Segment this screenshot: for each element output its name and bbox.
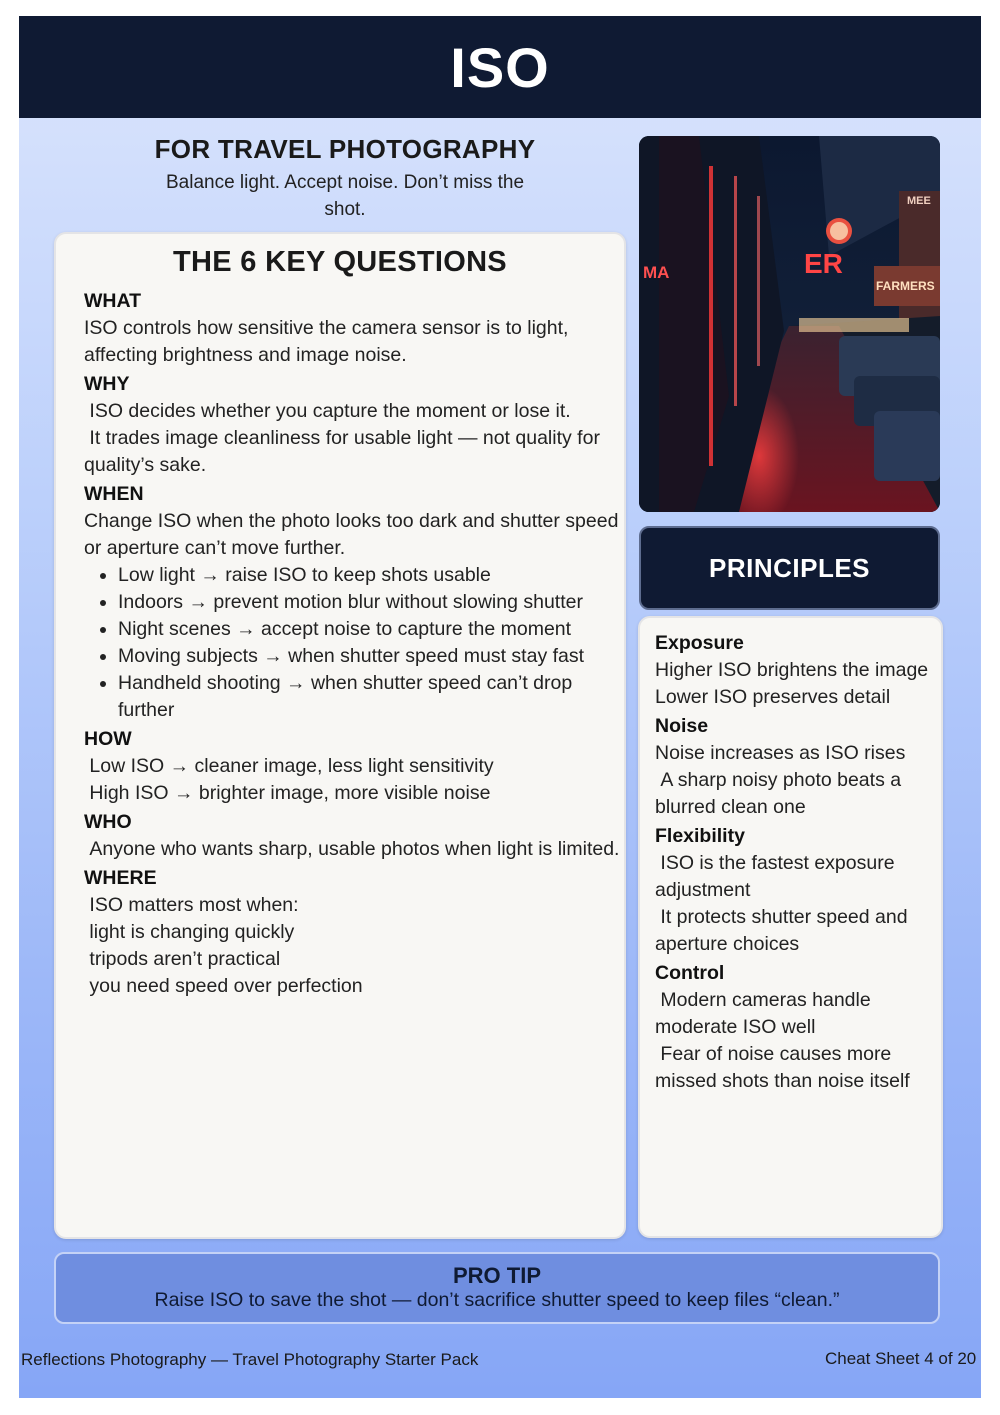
where-line: you need speed over perfection xyxy=(84,975,363,997)
key-questions-panel xyxy=(54,232,626,1239)
list-item: • Low light → raise ISO to keep shots usable xyxy=(118,562,624,589)
list-item: • Night scenes → accept noise to capture the moment xyxy=(118,616,624,643)
how-heading: HOW xyxy=(84,728,132,750)
principle-line: A sharp noisy photo beats a blurred clean one xyxy=(655,769,907,818)
key-questions-body xyxy=(84,286,624,1000)
list-item: • Indoors → prevent motion blur without slowing shutter xyxy=(118,589,624,616)
why-line: ISO decides whether you capture the moment or lose it. xyxy=(84,400,571,422)
principle-line: Noise increases as ISO rises xyxy=(655,742,906,764)
night-street-photo xyxy=(639,136,940,512)
pro-tip-text: Raise ISO to save the shot — don’t sacrifice shutter speed to keep files “clean.” xyxy=(154,1289,840,1311)
subheading-block xyxy=(59,134,631,223)
principles-header xyxy=(639,526,940,610)
principle-line: Higher ISO brightens the image xyxy=(655,659,929,681)
where-line: ISO matters most when: xyxy=(84,894,299,916)
principle-line: Fear of noise causes more missed shots than noise itself xyxy=(655,1043,910,1092)
principle-line: It protects shutter speed and aperture choices xyxy=(655,906,913,955)
night-street-illustration xyxy=(639,136,940,512)
how-line: High ISO → brighter image, more visible noise xyxy=(84,782,491,804)
where-heading: WHERE xyxy=(84,867,157,889)
principles-panel xyxy=(638,616,943,1238)
neon-sign-left: MA xyxy=(643,263,670,282)
who-heading: WHO xyxy=(84,811,132,833)
where-line: tripods aren’t practical xyxy=(84,948,281,970)
how-line: Low ISO → cleaner image, less light sensitivity xyxy=(84,755,494,777)
principle-heading: Noise xyxy=(655,715,709,737)
when-text: Change ISO when the photo looks too dark and shutter speed or aperture can’t move further. xyxy=(84,510,619,559)
footer-page-count: Cheat Sheet 4 of 20 xyxy=(825,1349,977,1368)
principles-body xyxy=(655,628,935,1095)
footer-brand: Reflections Photography — Travel Photography Starter Pack xyxy=(21,1350,479,1369)
pro-tip-title: PRO TIP xyxy=(452,1263,541,1288)
cheat-sheet-page xyxy=(19,16,981,1398)
principle-line: Lower ISO preserves detail xyxy=(655,686,891,708)
what-heading: WHAT xyxy=(84,290,142,312)
principles-title: PRINCIPLES xyxy=(708,552,871,583)
list-item: • Handheld shooting → when shutter speed can’t drop further xyxy=(118,670,624,724)
subheading-tagline: Balance light. Accept noise. Don’t miss the shot. xyxy=(165,172,525,220)
title-banner xyxy=(19,16,981,118)
where-line: light is changing quickly xyxy=(84,921,295,943)
why-line: It trades image cleanliness for usable light — not quality for quality’s sake. xyxy=(84,427,606,476)
why-heading: WHY xyxy=(84,373,130,395)
when-list xyxy=(84,562,624,724)
page-title: ISO xyxy=(450,35,550,99)
pro-tip-box xyxy=(54,1252,940,1324)
what-text: ISO controls how sensitive the camera sensor is to light, affecting brightness and image noise. xyxy=(84,317,569,366)
when-heading: WHEN xyxy=(84,483,144,505)
list-item: • Moving subjects → when shutter speed must stay fast xyxy=(118,643,624,670)
who-text: Anyone who wants sharp, usable photos when light is limited. xyxy=(84,838,620,860)
principle-heading: Flexibility xyxy=(655,825,745,847)
neon-sign-farmers: FARMERS xyxy=(876,279,935,293)
subheading-title: FOR TRAVEL PHOTOGRAPHY xyxy=(154,134,536,164)
principle-line: Modern cameras handle moderate ISO well xyxy=(655,989,877,1038)
principle-heading: Exposure xyxy=(655,632,744,654)
principle-line: ISO is the fastest exposure adjustment xyxy=(655,852,900,901)
principle-heading: Control xyxy=(655,962,725,984)
key-questions-title: THE 6 KEY QUESTIONS xyxy=(173,246,507,278)
neon-sign-center: ER xyxy=(804,248,843,279)
neon-sign-top: MEE xyxy=(907,195,931,207)
